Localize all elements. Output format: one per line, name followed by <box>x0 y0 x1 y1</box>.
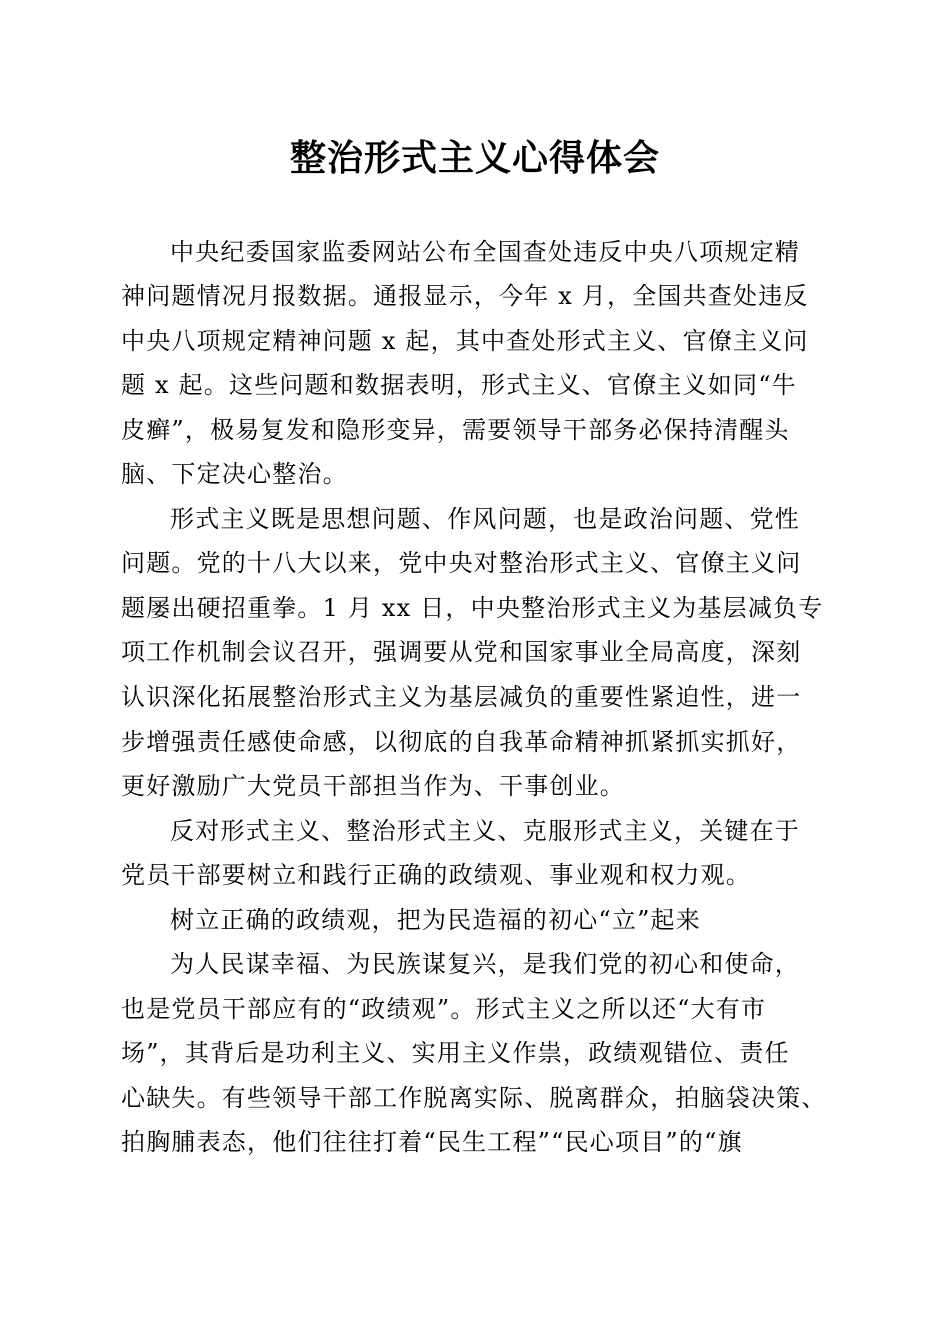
body-text-line: 认识深化拓展整治形式主义为基层减负的重要性紧迫性，进一 <box>121 683 802 711</box>
body-text-line: 神问题情况月报数据。通报显示，今年 x 月，全国共查处违反 <box>121 282 809 310</box>
body-text-line: 更好激励广大党员干部担当作为、干事创业。 <box>121 772 625 800</box>
body-text-line: 党员干部要树立和践行正确的政绩观、事业观和权力观。 <box>121 861 751 889</box>
body-text-line: 也是党员干部应有的“政绩观”。形式主义之所以还“大有市 <box>121 995 767 1023</box>
body-text-line: 中央纪委国家监委网站公布全国查处违反中央八项规定精 <box>170 238 800 266</box>
body-text-line: 形式主义既是思想问题、作风问题，也是政治问题、党性 <box>170 505 800 533</box>
body-text-line: 题屡出硬招重拳。1 月 xx 日，中央整治形式主义为基层减负专 <box>121 594 824 622</box>
body-text-line: 问题。党的十八大以来，党中央对整治形式主义、官僚主义问 <box>121 549 802 577</box>
body-text-line: 中央八项规定精神问题 x 起，其中查处形式主义、官僚主义问 <box>121 327 809 355</box>
document-title: 整治形式主义心得体会 <box>289 137 660 179</box>
body-text-line: 为人民谋幸福、为民族谋复兴，是我们党的初心和使命， <box>170 950 800 978</box>
body-text-line: 皮癣”，极易复发和隐形变异，需要领导干部务必保持清醒头 <box>121 416 790 444</box>
body-text-line: 拍胸脯表态，他们往往打着“民生工程”“民心项目”的“旗 <box>121 1128 743 1156</box>
body-text-line: 心缺失。有些领导干部工作脱离实际、脱离群众，拍脑袋决策、 <box>121 1084 827 1112</box>
body-text-line: 步增强责任感使命感，以彻底的自我革命精神抓紧抓实抓好， <box>121 728 802 756</box>
body-text-line: 题 x 起。这些问题和数据表明，形式主义、官僚主义如同“牛 <box>121 371 797 399</box>
section-heading: 树立正确的政绩观，把为民造福的初心“立”起来 <box>170 906 701 934</box>
body-text-line: 场”，其背后是功利主义、实用主义作祟，政绩观错位、责任 <box>121 1039 790 1067</box>
body-text-line: 脑、下定决心整治。 <box>121 460 348 488</box>
body-text-line: 反对形式主义、整治形式主义、克服形式主义，关键在于 <box>170 817 800 845</box>
body-text-line: 项工作机制会议召开，强调要从党和国家事业全局高度，深刻 <box>121 638 802 666</box>
